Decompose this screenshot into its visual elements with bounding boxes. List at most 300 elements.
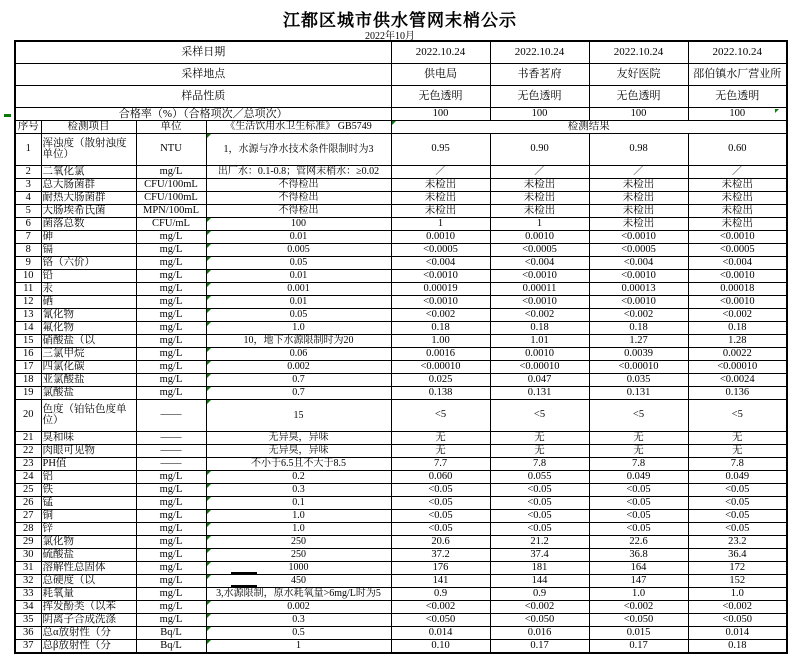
- row-result: <5: [589, 399, 688, 431]
- row-result: <0.0010: [589, 269, 688, 282]
- row-result: 0.98: [589, 133, 688, 165]
- row-result: 147: [589, 574, 688, 587]
- row-result: 未检出: [589, 204, 688, 217]
- row-unit: mg/L: [136, 613, 206, 626]
- row-no: 24: [15, 470, 41, 483]
- table-row: [15, 483, 787, 496]
- row-no: 18: [15, 373, 41, 386]
- row-unit: mg/L: [136, 308, 206, 321]
- row-result: 0.9: [490, 587, 589, 600]
- table-row: [15, 334, 787, 347]
- row-result: <0.00010: [589, 360, 688, 373]
- row-item: 砷: [41, 230, 136, 243]
- row-result: <0.050: [589, 613, 688, 626]
- row-result: 未检出: [688, 204, 787, 217]
- row-result: <0.05: [589, 509, 688, 522]
- row-result: 7.7: [391, 457, 490, 470]
- row-unit: mg/L: [136, 256, 206, 269]
- row-item: 总大肠菌群: [41, 178, 136, 191]
- row-result: <0.05: [688, 496, 787, 509]
- row-result: <0.05: [490, 483, 589, 496]
- row-unit: mg/L: [136, 269, 206, 282]
- table-row: [15, 561, 787, 574]
- row-result: 22.6: [589, 535, 688, 548]
- row-result: 0.00019: [391, 282, 490, 295]
- row-result: <0.004: [490, 256, 589, 269]
- info-value: 2022.10.24: [391, 41, 490, 63]
- row-unit: ——: [136, 431, 206, 444]
- info-label: 样品性质: [15, 85, 391, 107]
- row-result: 0.047: [490, 373, 589, 386]
- row-unit: NTU: [136, 133, 206, 165]
- row-result: 7.8: [589, 457, 688, 470]
- row-result: 0.17: [589, 639, 688, 652]
- row-standard: 250: [206, 548, 391, 561]
- row-result: <0.004: [688, 256, 787, 269]
- row-result: 0.10: [391, 639, 490, 652]
- column-header-row: [15, 120, 787, 133]
- row-result: 0.0010: [490, 230, 589, 243]
- row-item: 氯酸盐: [41, 386, 136, 399]
- row-result: 无: [490, 431, 589, 444]
- row-result: 0.18: [589, 321, 688, 334]
- info-value: 书香茗府: [490, 63, 589, 85]
- row-no: 21: [15, 431, 41, 444]
- info-row: [15, 85, 787, 107]
- row-item: 阴离子合成洗涤: [41, 613, 136, 626]
- row-result: 0.9: [391, 587, 490, 600]
- row-standard: 0.002: [206, 600, 391, 613]
- row-result: <0.0010: [589, 230, 688, 243]
- row-result: 0.025: [391, 373, 490, 386]
- row-result: 0.60: [688, 133, 787, 165]
- row-result: 0.055: [490, 470, 589, 483]
- row-result: <0.050: [391, 613, 490, 626]
- row-result: 1.01: [490, 334, 589, 347]
- row-result: <0.0005: [688, 243, 787, 256]
- row-standard: 0.3: [206, 613, 391, 626]
- row-result: 0.00011: [490, 282, 589, 295]
- row-result: <0.002: [688, 308, 787, 321]
- table-row: [15, 217, 787, 230]
- row-standard: 0.1: [206, 496, 391, 509]
- row-no: 15: [15, 334, 41, 347]
- row-result: 0.060: [391, 470, 490, 483]
- row-item: 大肠埃希氏菌: [41, 204, 136, 217]
- info-value: 无色透明: [490, 85, 589, 107]
- row-unit: mg/L: [136, 165, 206, 178]
- info-value: 友好医院: [589, 63, 688, 85]
- row-result: 36.4: [688, 548, 787, 561]
- row-result: <0.05: [391, 522, 490, 535]
- table-row: [15, 230, 787, 243]
- row-result: 无: [391, 431, 490, 444]
- row-result: 1.00: [391, 334, 490, 347]
- row-standard: 0.5: [206, 626, 391, 639]
- row-result: <0.05: [589, 522, 688, 535]
- row-unit: mg/L: [136, 321, 206, 334]
- row-result: <0.004: [391, 256, 490, 269]
- row-result: <0.0010: [490, 269, 589, 282]
- table-row: [15, 444, 787, 457]
- row-result: 0.0016: [391, 347, 490, 360]
- row-no: 5: [15, 204, 41, 217]
- table-row: [15, 522, 787, 535]
- table-row: [15, 243, 787, 256]
- row-unit: mg/L: [136, 334, 206, 347]
- row-standard: 1.0: [206, 522, 391, 535]
- row-result: 0.18: [490, 321, 589, 334]
- row-result: 23.2: [688, 535, 787, 548]
- row-result: 无: [688, 431, 787, 444]
- table-row: [15, 321, 787, 334]
- row-result: <0.05: [391, 509, 490, 522]
- row-result: <0.002: [391, 308, 490, 321]
- row-item: 亚氯酸盐: [41, 373, 136, 386]
- table-row: [15, 308, 787, 321]
- row-unit: mg/L: [136, 522, 206, 535]
- table-row: [15, 613, 787, 626]
- table-row: [15, 204, 787, 217]
- row-item: 铜: [41, 509, 136, 522]
- excel-flag-mark-left: [4, 114, 11, 117]
- row-result: 0.014: [391, 626, 490, 639]
- row-no: 8: [15, 243, 41, 256]
- row-result: 0.0039: [589, 347, 688, 360]
- row-result: 0.015: [589, 626, 688, 639]
- col-header-standard: 《生活饮用水卫生标准》 GB5749: [206, 120, 391, 133]
- row-item: 镉: [41, 243, 136, 256]
- row-item: 四氯化碳: [41, 360, 136, 373]
- row-result: 20.6: [391, 535, 490, 548]
- row-item: 二氧化氯: [41, 165, 136, 178]
- row-result: <0.05: [688, 483, 787, 496]
- row-no: 1: [15, 133, 41, 165]
- row-result: 1: [391, 217, 490, 230]
- row-item: 硒: [41, 295, 136, 308]
- row-standard: 0.3: [206, 483, 391, 496]
- row-item: 总β放射性（分: [41, 639, 136, 652]
- row-item: 硫酸盐: [41, 548, 136, 561]
- row-result: 36.8: [589, 548, 688, 561]
- info-label: 采样地点: [15, 63, 391, 85]
- row-no: 30: [15, 548, 41, 561]
- row-item: 溶解性总固体: [41, 561, 136, 574]
- row-item: 氰化物: [41, 308, 136, 321]
- row-result: 141: [391, 574, 490, 587]
- col-header-no: 序号: [15, 120, 41, 133]
- row-unit: mg/L: [136, 509, 206, 522]
- row-result: <0.05: [391, 496, 490, 509]
- row-result: <0.0005: [490, 243, 589, 256]
- row-result: <0.0010: [589, 295, 688, 308]
- row-unit: mg/L: [136, 535, 206, 548]
- row-result: <0.00010: [490, 360, 589, 373]
- row-result: 0.18: [391, 321, 490, 334]
- water-quality-table: [14, 40, 788, 654]
- row-no: 19: [15, 386, 41, 399]
- row-standard: 250: [206, 535, 391, 548]
- table-row: [15, 386, 787, 399]
- row-unit: ——: [136, 444, 206, 457]
- row-result: 1.0: [688, 587, 787, 600]
- row-result: <0.0024: [688, 373, 787, 386]
- row-result: 21.2: [490, 535, 589, 548]
- row-result: <0.05: [688, 509, 787, 522]
- row-no: 32: [15, 574, 41, 587]
- row-result: 1.27: [589, 334, 688, 347]
- row-result: 0.049: [688, 470, 787, 483]
- row-item: 臭和味: [41, 431, 136, 444]
- row-result: 未检出: [490, 204, 589, 217]
- row-no: 17: [15, 360, 41, 373]
- info-label: 合格率（%）（合格项次／总项次）: [15, 107, 391, 120]
- row-standard: 0.05: [206, 256, 391, 269]
- row-result: <0.05: [688, 522, 787, 535]
- row-result: 无: [490, 444, 589, 457]
- row-no: 27: [15, 509, 41, 522]
- row-item: 锌: [41, 522, 136, 535]
- row-unit: mg/L: [136, 483, 206, 496]
- row-result: <0.0010: [688, 269, 787, 282]
- table-row: [15, 282, 787, 295]
- row-result: 0.0022: [688, 347, 787, 360]
- row-item: 菌落总数: [41, 217, 136, 230]
- col-header-unit: 单位: [136, 120, 206, 133]
- row-result: <5: [490, 399, 589, 431]
- row-item: 铁: [41, 483, 136, 496]
- info-row: [15, 41, 787, 63]
- row-unit: mg/L: [136, 470, 206, 483]
- row-standard: 无异臭，异味: [206, 444, 391, 457]
- row-standard: 0.7: [206, 386, 391, 399]
- row-result: 0.17: [490, 639, 589, 652]
- row-result: <5: [688, 399, 787, 431]
- row-no: 26: [15, 496, 41, 509]
- row-standard: 0.7: [206, 373, 391, 386]
- excel-flag-mark-right: [775, 109, 779, 113]
- page-title: 江都区城市供水管网末梢公示: [283, 11, 517, 31]
- row-standard: 1.0: [206, 321, 391, 334]
- table-row: [15, 191, 787, 204]
- table-row: [15, 626, 787, 639]
- row-item: 铝: [41, 470, 136, 483]
- row-item: 总α放射性（分: [41, 626, 136, 639]
- row-result: <0.002: [391, 600, 490, 613]
- info-value: 无色透明: [688, 85, 787, 107]
- row-no: 11: [15, 282, 41, 295]
- row-item: 锰: [41, 496, 136, 509]
- row-result: 1: [490, 217, 589, 230]
- row-result: 7.8: [490, 457, 589, 470]
- row-unit: mg/L: [136, 347, 206, 360]
- row-item: 铬（六价）: [41, 256, 136, 269]
- info-row: [15, 63, 787, 85]
- row-standard: 0.05: [206, 308, 391, 321]
- row-result: 0.0010: [391, 230, 490, 243]
- row-standard: 0.01: [206, 230, 391, 243]
- row-result: ／: [688, 165, 787, 178]
- row-result: 无: [589, 431, 688, 444]
- row-item: 铅: [41, 269, 136, 282]
- row-standard: 0.005: [206, 243, 391, 256]
- row-unit: mg/L: [136, 295, 206, 308]
- row-result: <0.004: [589, 256, 688, 269]
- info-value: 100: [391, 107, 490, 120]
- row-item: 挥发酚类（以苯: [41, 600, 136, 613]
- row-standard: 0.06: [206, 347, 391, 360]
- row-no: 2: [15, 165, 41, 178]
- table-row: [15, 373, 787, 386]
- row-no: 14: [15, 321, 41, 334]
- row-result: 144: [490, 574, 589, 587]
- row-result: ／: [589, 165, 688, 178]
- row-item: 耐热大肠菌群: [41, 191, 136, 204]
- row-result: 37.2: [391, 548, 490, 561]
- row-unit: Bq/L: [136, 639, 206, 652]
- page-subtitle: 2022年10月: [365, 31, 415, 42]
- row-result: 未检出: [589, 178, 688, 191]
- row-result: <0.002: [589, 308, 688, 321]
- row-result: 0.00013: [589, 282, 688, 295]
- row-result: <0.05: [589, 496, 688, 509]
- row-unit: mg/L: [136, 282, 206, 295]
- table-row: [15, 347, 787, 360]
- row-result: <0.05: [490, 509, 589, 522]
- row-unit: mg/L: [136, 496, 206, 509]
- row-result: 未检出: [688, 191, 787, 204]
- row-unit: mg/L: [136, 548, 206, 561]
- info-value: 2022.10.24: [490, 41, 589, 63]
- row-standard: 0.2: [206, 470, 391, 483]
- row-standard: 0.001: [206, 282, 391, 295]
- row-standard: 100: [206, 217, 391, 230]
- row-unit: mg/L: [136, 360, 206, 373]
- row-no: 4: [15, 191, 41, 204]
- row-result: 无: [391, 444, 490, 457]
- row-standard: 1: [206, 639, 391, 652]
- row-item: 氟化物: [41, 321, 136, 334]
- row-result: 0.136: [688, 386, 787, 399]
- info-value: 无色透明: [589, 85, 688, 107]
- info-value: 邵伯镇水厂营业所: [688, 63, 787, 85]
- table-row: [15, 457, 787, 470]
- row-result: <0.0010: [490, 295, 589, 308]
- row-result: ／: [391, 165, 490, 178]
- row-standard: 无异臭，异味: [206, 431, 391, 444]
- row-result: <0.05: [589, 483, 688, 496]
- row-no: 35: [15, 613, 41, 626]
- row-item: 三氯甲烷: [41, 347, 136, 360]
- row-no: 29: [15, 535, 41, 548]
- row-no: 12: [15, 295, 41, 308]
- row-standard: 15: [206, 399, 391, 431]
- table-row: [15, 178, 787, 191]
- row-no: 16: [15, 347, 41, 360]
- row-standard: 不得检出: [206, 204, 391, 217]
- row-item: 硝酸盐（以: [41, 334, 136, 347]
- row-result: 0.90: [490, 133, 589, 165]
- row-result: 未检出: [391, 204, 490, 217]
- row-unit: ——: [136, 399, 206, 431]
- row-result: 未检出: [490, 178, 589, 191]
- row-no: 22: [15, 444, 41, 457]
- table-row: [15, 574, 787, 587]
- row-no: 33: [15, 587, 41, 600]
- row-result: 0.016: [490, 626, 589, 639]
- row-result: 1.28: [688, 334, 787, 347]
- row-result: 未检出: [391, 178, 490, 191]
- table-row: [15, 509, 787, 522]
- table-row: [15, 399, 787, 431]
- info-value: 100: [688, 107, 787, 120]
- row-standard: 3,水源限制，原水耗氧量>6mg/L时为5: [206, 587, 391, 600]
- table-row: [15, 535, 787, 548]
- row-unit: mg/L: [136, 600, 206, 613]
- row-result: <0.0010: [688, 295, 787, 308]
- info-value: 无色透明: [391, 85, 490, 107]
- row-no: 6: [15, 217, 41, 230]
- row-result: <0.05: [391, 483, 490, 496]
- row-result: 未检出: [490, 191, 589, 204]
- row-no: 10: [15, 269, 41, 282]
- row-no: 28: [15, 522, 41, 535]
- row-result: <0.0005: [589, 243, 688, 256]
- row-result: 0.131: [589, 386, 688, 399]
- row-unit: mg/L: [136, 243, 206, 256]
- row-result: <0.0010: [391, 295, 490, 308]
- row-item: 浑浊度（散射浊度单位）: [41, 133, 136, 165]
- row-unit: mg/L: [136, 561, 206, 574]
- row-result: 1.0: [589, 587, 688, 600]
- row-standard: 1000: [206, 561, 391, 574]
- table-row: [15, 133, 787, 165]
- row-no: 13: [15, 308, 41, 321]
- row-result: 无: [688, 444, 787, 457]
- row-standard: 0.002: [206, 360, 391, 373]
- row-result: <0.002: [688, 600, 787, 613]
- row-standard: 1，水源与净水技术条件限制时为3: [206, 133, 391, 165]
- row-result: 152: [688, 574, 787, 587]
- row-item: 色度（铂钴色度单位）: [41, 399, 136, 431]
- info-value: 100: [589, 107, 688, 120]
- row-standard: 不小于6.5且不大于8.5: [206, 457, 391, 470]
- row-unit: CFU/100mL: [136, 178, 206, 191]
- row-standard: 0.01: [206, 295, 391, 308]
- row-no: 25: [15, 483, 41, 496]
- info-value: 100: [490, 107, 589, 120]
- row-standard: 1.0: [206, 509, 391, 522]
- row-result: 164: [589, 561, 688, 574]
- row-unit: mg/L: [136, 373, 206, 386]
- row-result: 未检出: [391, 191, 490, 204]
- row-item: 耗氧量: [41, 587, 136, 600]
- row-item: 汞: [41, 282, 136, 295]
- row-result: 0.0010: [490, 347, 589, 360]
- row-result: <0.00010: [391, 360, 490, 373]
- info-label: 采样日期: [15, 41, 391, 63]
- info-value: 2022.10.24: [589, 41, 688, 63]
- row-standard: 不得检出: [206, 191, 391, 204]
- row-no: 23: [15, 457, 41, 470]
- table-row: [15, 639, 787, 652]
- row-result: <0.002: [490, 600, 589, 613]
- row-result: <0.002: [589, 600, 688, 613]
- table-row: [15, 431, 787, 444]
- col-header-item: 检测项目: [41, 120, 136, 133]
- table-row: [15, 269, 787, 282]
- row-no: 34: [15, 600, 41, 613]
